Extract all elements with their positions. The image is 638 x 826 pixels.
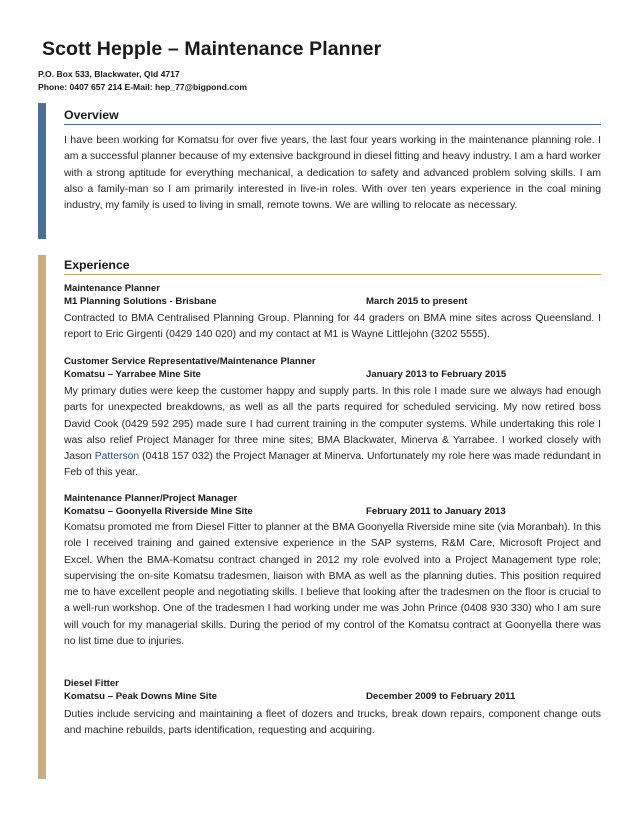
resume-name-heading: Scott Hepple – Maintenance Planner [42,38,382,60]
job-description: Contracted to BMA Centralised Planning Group. Planning for 44 graders on BMA mine sites across Queensland. I report to Eric Girgenti (0429 140 020) and my contact at M1 is Wayne Littlejohn (3202 5555). [64,313,601,341]
job-description: Duties include servicing and maintaining a fleet of dozers and trucks, break down repairs, component change outs and machine rebuilds, parts identification, requesting and acquiring. [64,709,601,737]
job-title: Maintenance Planner/Project Manager [64,493,238,504]
job-description: Komatsu promoted me from Diesel Fitter to planner at the BMA Goonyella Riverside mine site (via Moranbah). In this role I received training and gained extensive experience in the SAP systems, R&M Care, Microsoft Project and Excel. When the BMA-Komatsu contract changed in 2012 my role evolved into a Project Management type role; supervising the on-site Komatsu tradesmen, liaison with BMA as well as the planning duties. This position required me to have excellent people and negotiating skills. I believe that looking after the tradesmen on the floor is crucial to a well-run workshop. One of the tradesmen I had working under me was John Prince (0408 930 330) who I am sure will vouch for my managerial skills. During the period of my control of the Komatsu contract at Goonyella there was no list time due to injuries. [64,522,601,647]
job-dates: December 2009 to February 2011 [366,691,516,702]
job-description [64,384,601,482]
contact-address: P.O. Box 533, Blackwater, Qld 4717 [38,69,180,79]
job-title: Diesel Fitter [64,678,119,689]
patterson-link[interactable]: Patterson [94,451,140,462]
job-company: Komatsu – Yarrabee Mine Site [64,369,201,380]
job-company: Komatsu – Goonyella Riverside Mine Site [64,506,253,517]
job-title: Customer Service Representative/Maintenance Planner [64,356,316,367]
job-description-text: (0418 157 032) the Project Manager at Minerva. Unfortunately my role here was made redundant in Feb of this year. [64,451,601,479]
job-company: Komatsu – Peak Downs Mine Site [64,691,218,702]
job-dates: January 2013 to February 2015 [366,369,507,380]
experience-divider [64,274,601,275]
overview-section-title: Overview [64,108,119,122]
overview-divider [64,124,601,125]
overview-accent-bar [38,103,46,239]
job-company: M1 Planning Solutions - Brisbane [64,296,217,307]
job-description-text: My primary duties were keep the customer happy and supply parts. In this role I made sure we always had enough parts for unexpected breakdowns, as well as all the parts required for scheduled servicing. My now retired boss David Cook (0429 592 295) made sure I had current training in the computer systems. While undertaking this role I was also relief Project Manager for three mine sites; BMA Blackwater, Minerva & Yarrabee. I worked closely with Jason [64,386,601,462]
contact-phone-email: Phone: 0407 657 214 E-Mail: hep_77@bigpond.com [38,82,247,92]
job-dates: February 2011 to January 2013 [366,506,506,517]
experience-accent-bar [38,255,46,779]
overview-paragraph: I have been working for Komatsu for over five years, the last four years working in the maintenance planning role. I am a successful planner because of my extensive background in diesel fitting and heavy industry. I am a hard worker with a strong aptitude for everything mechanical, a dedication to safety and advanced problem solving skills. I am also a family-man so I am primarily interested in live-in roles. With over ten years experience in the coal mining industry, my family is used to living in small, remote towns. We are willing to relocate as necessary. [64,135,601,211]
job-title: Maintenance Planner [64,283,160,294]
experience-section-title: Experience [64,258,130,272]
job-dates: March 2015 to present [366,296,468,307]
